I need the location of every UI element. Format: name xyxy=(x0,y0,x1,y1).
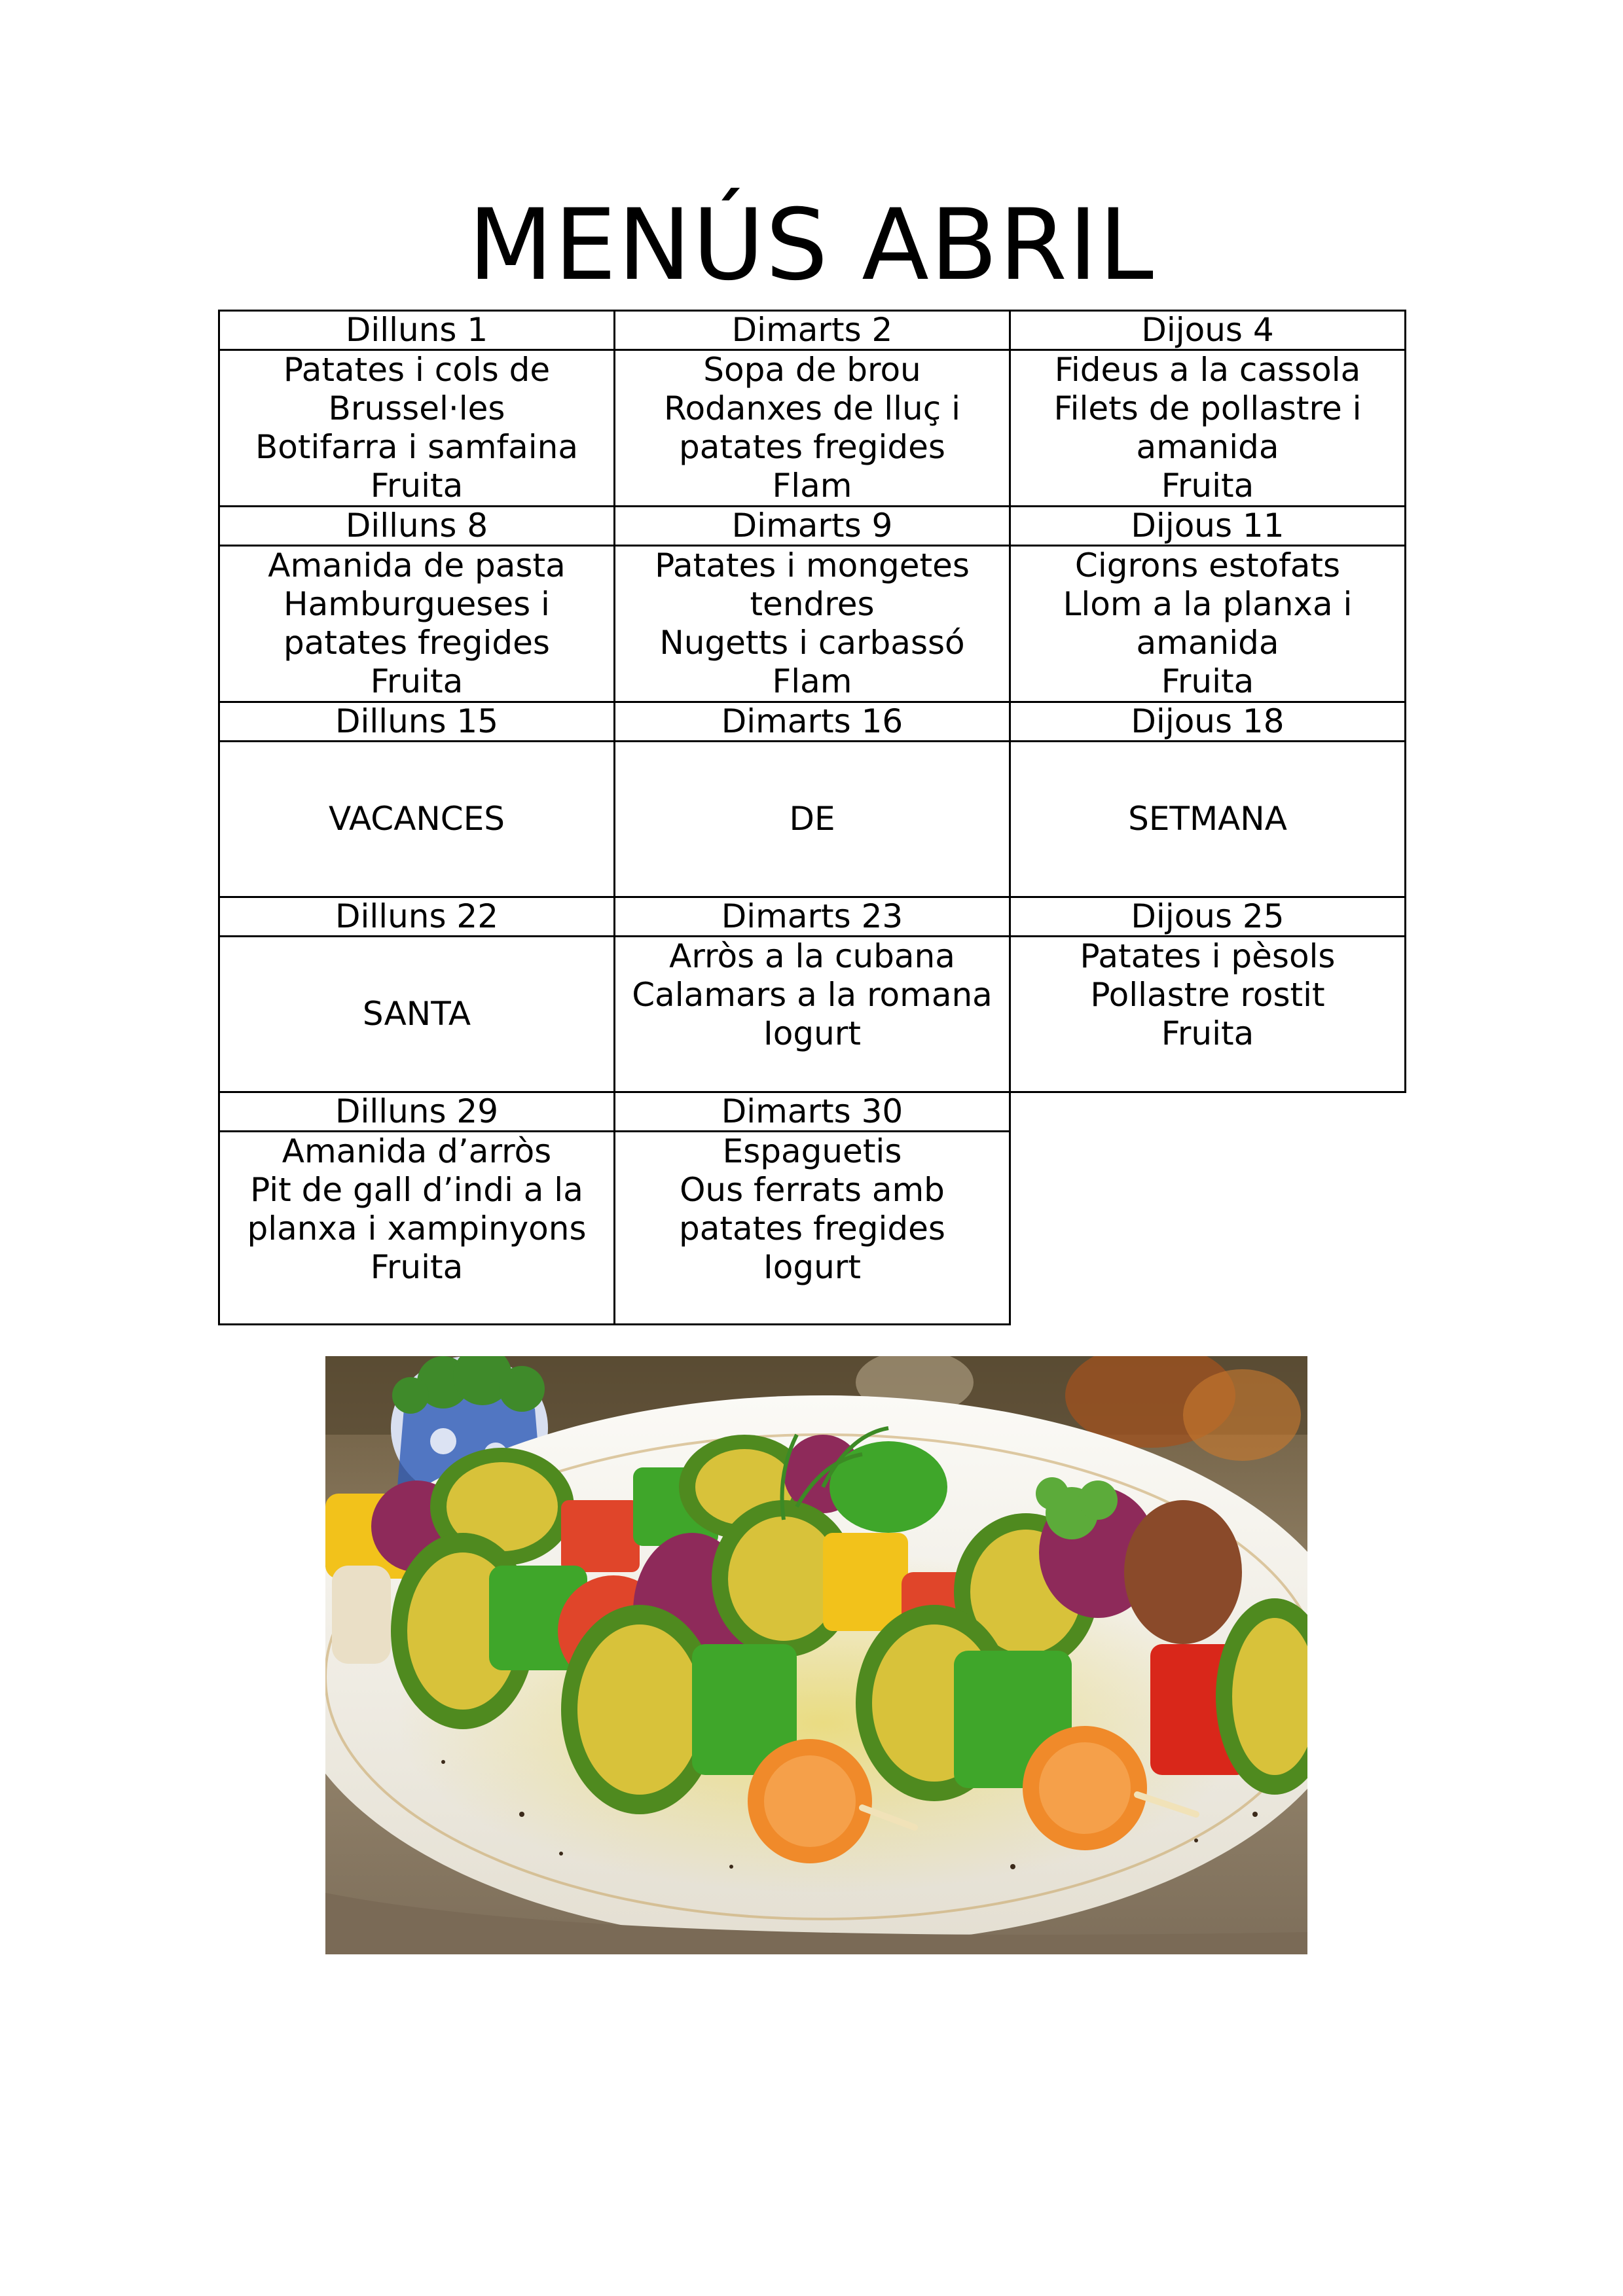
meal-line: Patates i cols de xyxy=(283,351,551,389)
meal-line: Calamars a la romana xyxy=(632,976,993,1014)
day-header-cell: Dilluns 8 xyxy=(219,507,615,546)
meal-line: Iogurt xyxy=(763,1014,861,1052)
meal-line: patates fregides xyxy=(679,1210,945,1247)
meal-line: tendres xyxy=(750,585,875,623)
day-header-cell: Dimarts 16 xyxy=(615,702,1010,742)
meal-line: Flam xyxy=(772,467,852,505)
meal-row xyxy=(219,937,1406,1092)
vegetable-skewers-photo xyxy=(325,1356,1307,1954)
meal-line: Amanida d’arròs xyxy=(282,1132,552,1170)
meal-line: patates fregides xyxy=(283,624,550,662)
day-header-row xyxy=(219,311,1406,350)
meal-line: Iogurt xyxy=(763,1248,861,1286)
meal-line: Fruita xyxy=(370,1248,464,1286)
day-header-cell: Dijous 25 xyxy=(1010,897,1406,937)
empty-cell xyxy=(1010,1092,1406,1132)
meal-line: Llom a la planxa i xyxy=(1063,585,1353,623)
day-header-row xyxy=(219,1092,1406,1132)
meal-line: Hamburgueses i xyxy=(283,585,550,623)
meal-line: Espaguetis xyxy=(722,1132,902,1170)
day-header-cell: Dimarts 9 xyxy=(615,507,1010,546)
day-header-cell: Dimarts 2 xyxy=(615,311,1010,350)
day-header-cell: Dilluns 29 xyxy=(219,1092,615,1132)
holiday-label: DE xyxy=(789,800,835,838)
meal-line: patates fregides xyxy=(679,428,945,466)
day-header-cell: Dilluns 15 xyxy=(219,702,615,742)
meal-line: Fruita xyxy=(370,662,464,700)
meal-row xyxy=(219,1132,1406,1325)
meal-cell xyxy=(1010,546,1406,702)
meal-cell xyxy=(219,742,615,897)
day-header-cell: Dimarts 23 xyxy=(615,897,1010,937)
meal-line: amanida xyxy=(1136,428,1279,466)
meal-cell xyxy=(615,350,1010,507)
meal-line: Patates i mongetes xyxy=(655,547,970,584)
meal-cell xyxy=(1010,937,1406,1092)
meal-line: Fruita xyxy=(1161,467,1254,505)
meal-cell xyxy=(219,350,615,507)
meal-line: Flam xyxy=(772,662,852,700)
meal-cell xyxy=(219,937,615,1092)
meal-cell xyxy=(1010,350,1406,507)
meal-row xyxy=(219,350,1406,507)
meal-line: Botifarra i samfaina xyxy=(255,428,579,466)
meal-row xyxy=(219,742,1406,897)
meal-line: Fruita xyxy=(370,467,464,505)
meal-line: Brussel·les xyxy=(328,389,505,427)
meal-line: planxa i xampinyons xyxy=(247,1210,587,1247)
vegetable-skewers-illustration xyxy=(325,1356,1307,1954)
meal-line: Pit de gall d’indi a la xyxy=(250,1171,583,1209)
meal-line: Amanida de pasta xyxy=(268,547,566,584)
meal-line: Pollastre rostit xyxy=(1090,976,1325,1014)
page-title: MENÚS ABRIL xyxy=(468,188,1155,302)
day-header-cell: Dilluns 22 xyxy=(219,897,615,937)
meal-row xyxy=(219,546,1406,702)
day-header-cell: Dilluns 1 xyxy=(219,311,615,350)
empty-cell xyxy=(1010,1132,1406,1325)
meal-line: Fideus a la cassola xyxy=(1054,351,1361,389)
day-header-cell: Dijous 4 xyxy=(1010,311,1406,350)
meal-cell xyxy=(615,1132,1010,1325)
meal-cell xyxy=(615,546,1010,702)
meal-line: Ous ferrats amb xyxy=(680,1171,945,1209)
meal-cell xyxy=(615,937,1010,1092)
meal-line: Sopa de brou xyxy=(703,351,921,389)
meal-line: Rodanxes de lluç i xyxy=(663,389,961,427)
meal-line: Arròs a la cubana xyxy=(669,937,955,975)
day-header-cell: Dijous 18 xyxy=(1010,702,1406,742)
meal-line: Nugetts i carbassó xyxy=(659,624,965,662)
meal-line: Fruita xyxy=(1161,1014,1254,1052)
meal-cell xyxy=(219,1132,615,1325)
day-header-row xyxy=(219,507,1406,546)
holiday-label: SETMANA xyxy=(1128,800,1287,838)
meal-cell xyxy=(615,742,1010,897)
holiday-label: VACANCES xyxy=(328,800,505,838)
day-header-row xyxy=(219,702,1406,742)
day-header-cell: Dijous 11 xyxy=(1010,507,1406,546)
meal-line: amanida xyxy=(1136,624,1279,662)
meal-line: Patates i pèsols xyxy=(1080,937,1336,975)
meal-line: Cigrons estofats xyxy=(1074,547,1341,584)
meal-line: Fruita xyxy=(1161,662,1254,700)
menu-table xyxy=(218,310,1406,1325)
meal-cell xyxy=(219,546,615,702)
day-header-row xyxy=(219,897,1406,937)
day-header-cell: Dimarts 30 xyxy=(615,1092,1010,1132)
holiday-label: SANTA xyxy=(362,995,471,1033)
meal-line: Filets de pollastre i xyxy=(1053,389,1362,427)
meal-cell xyxy=(1010,742,1406,897)
